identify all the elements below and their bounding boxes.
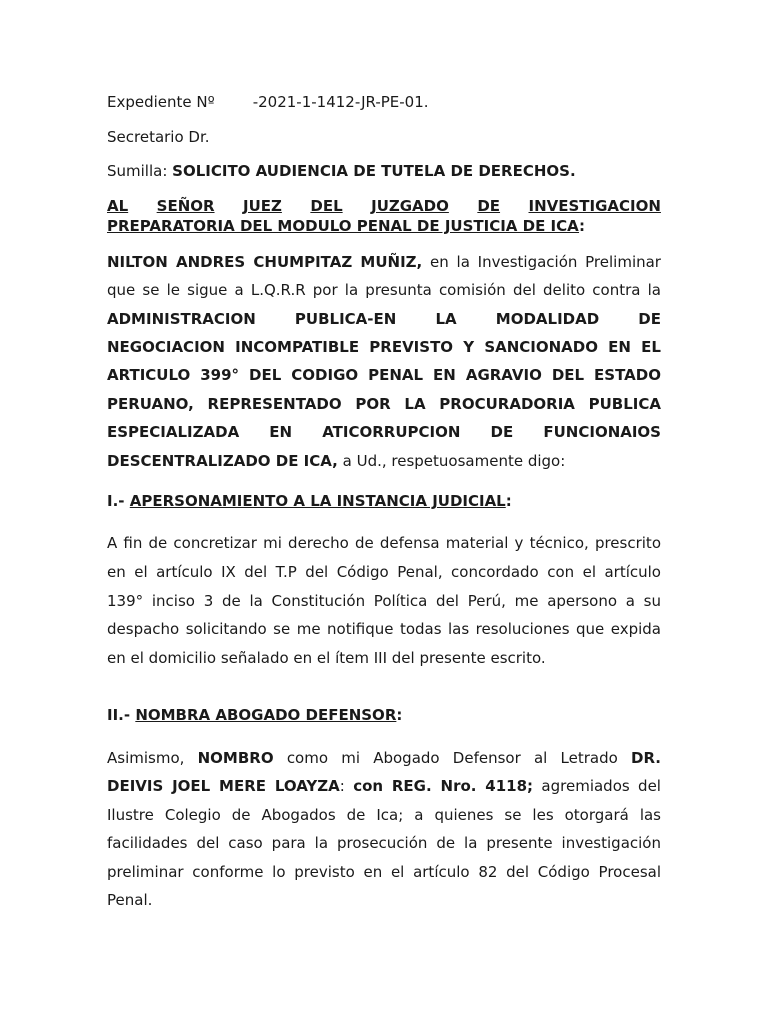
- expediente-label: Expediente Nº: [107, 93, 215, 111]
- section-2-line-6: Penal.: [107, 891, 153, 909]
- section-2-line-3: Ilustre Colegio de Abogados de Ica; a quienes se les otorgará las: [107, 806, 661, 824]
- section-2-line-5: preliminar conforme lo previsto en el artículo 82 del Código Procesal: [107, 863, 661, 881]
- section-1-line-4: despacho solicitando se me notifique todas las resoluciones que expida: [107, 620, 661, 638]
- section-title: APERSONAMIENTO A LA INSTANCIA JUDICIAL: [129, 492, 506, 510]
- section-2-bold: DR.: [631, 749, 661, 767]
- section-1-line-1: A fin de concretizar mi derecho de defensa material y técnico, prescrito: [107, 534, 661, 552]
- intro-line-5: ARTICULO 399° DEL CODIGO PENAL EN AGRAVIO DEL ESTADO: [107, 366, 661, 384]
- expediente-number: -2021-1-1412-JR-PE-01.: [252, 93, 429, 111]
- section-1-line-2: en el artículo IX del T.P del Código Penal, concordado con el artículo: [107, 563, 661, 581]
- intro-line-7: ESPECIALIZADA EN ATICORRUPCION DE FUNCIONAIOS: [107, 423, 661, 441]
- section-title: NOMBRA ABOGADO DEFENSOR: [135, 706, 397, 724]
- section-2-line-4: facilidades del caso para la prosecución de la presente investigación: [107, 834, 661, 852]
- section-2-text: :: [339, 777, 345, 795]
- section-number: I.-: [107, 492, 125, 510]
- addressee-word: INVESTIGACION: [528, 197, 661, 215]
- intro-line-4: NEGOCIACION INCOMPATIBLE PREVISTO Y SANCIONADO EN EL: [107, 338, 661, 356]
- intro-line-6: PERUANO, REPRESENTADO POR LA PROCURADORIA PUBLICA: [107, 395, 661, 413]
- section-2-heading: [107, 705, 661, 725]
- section-1-heading: [107, 491, 661, 511]
- section-2-text: Asimismo,: [107, 749, 185, 767]
- section-2-line-2: [107, 776, 661, 796]
- intro-text: a Ud., respetuosamente digo:: [342, 452, 566, 470]
- section-colon: :: [396, 706, 403, 724]
- addressee-word: SEÑOR: [156, 197, 215, 215]
- addressee-word: JUZGADO: [371, 197, 449, 215]
- lawyer-name: DEIVIS JOEL MERE LOAYZA: [107, 777, 340, 795]
- intro-text: en la Investigación Preliminar: [430, 253, 661, 271]
- addressee-word: JUEZ: [243, 197, 282, 215]
- section-colon: :: [505, 492, 512, 510]
- intro-line-2: que se le sigue a L.Q.R.R por la presunta comisión del delito contra la: [107, 281, 661, 299]
- sumilla-text: SOLICITO AUDIENCIA DE TUTELA DE DERECHOS.: [172, 162, 576, 180]
- lawyer-registration: con REG. Nro. 4118;: [353, 777, 534, 795]
- petitioner-name: NILTON ANDRES CHUMPITAZ MUÑIZ,: [107, 253, 423, 271]
- intro-line-1: [107, 252, 661, 272]
- sumilla-line: [107, 161, 661, 181]
- section-2-text: como mi Abogado Defensor al Letrado: [286, 749, 618, 767]
- addressee-line-2: [107, 216, 661, 236]
- addressee-word: DEL: [310, 197, 343, 215]
- section-1-line-5: en el domicilio señalado en el ítem III del presente escrito.: [107, 649, 546, 667]
- addressee-word: AL: [107, 197, 129, 215]
- expediente-line: [107, 92, 661, 112]
- addressee-word: DE: [477, 197, 501, 215]
- intro-line-3: ADMINISTRACION PUBLICA-EN LA MODALIDAD DE: [107, 310, 661, 328]
- section-2-text: agremiados del: [541, 777, 661, 795]
- intro-bold-text: DESCENTRALIZADO DE ICA,: [107, 452, 338, 470]
- addressee-line-1: [107, 196, 661, 216]
- section-2-line-1: [107, 748, 661, 768]
- intro-line-8: [107, 451, 661, 471]
- section-2-bold: NOMBRO: [197, 749, 274, 767]
- sumilla-label: Sumilla:: [107, 162, 168, 180]
- addressee-text: PREPARATORIA DEL MODULO PENAL DE JUSTICIA DE ICA: [107, 217, 580, 235]
- addressee-colon: :: [579, 217, 586, 235]
- section-number: II.-: [107, 706, 131, 724]
- section-1-line-3: 139° inciso 3 de la Constitución Política del Perú, me apersono a su: [107, 592, 661, 610]
- secretario-line: Secretario Dr.: [107, 128, 210, 146]
